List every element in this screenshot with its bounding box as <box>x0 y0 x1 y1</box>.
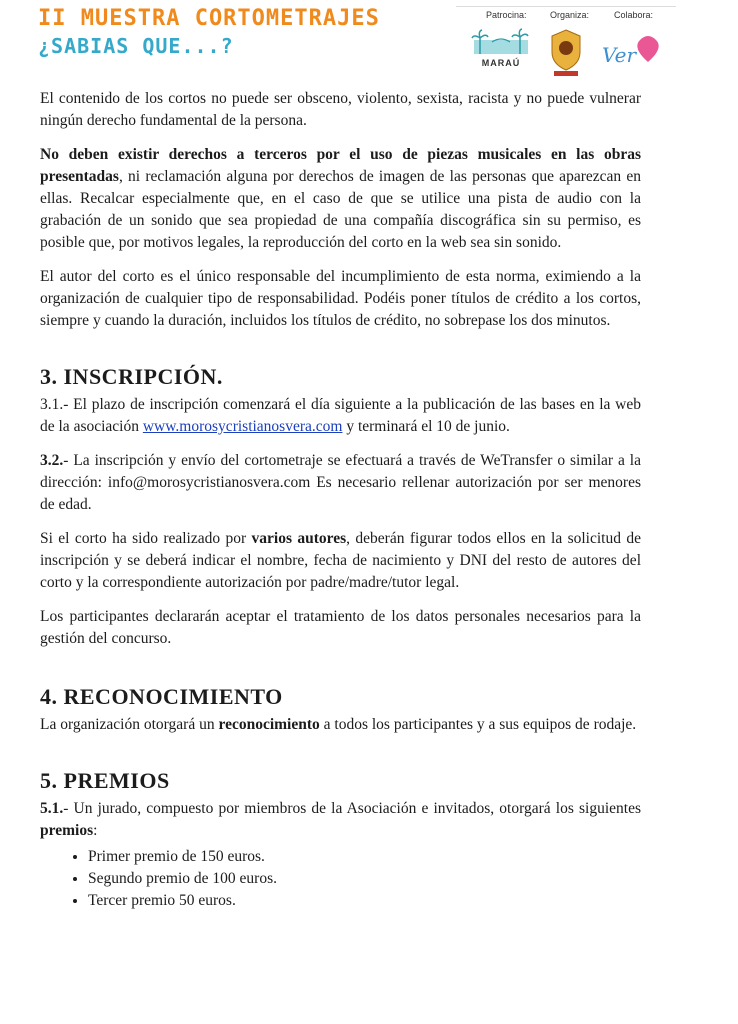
p32-number: 3.2. <box>40 452 64 469</box>
section-heading-reconocimiento: 4. RECONOCIMIENTO <box>40 684 283 709</box>
moros-y-cristianos-logo <box>548 28 584 78</box>
association-website-link[interactable]: www.morosycristianosvera.com <box>142 418 343 435</box>
marau-logo <box>470 28 532 74</box>
header-divider <box>456 6 676 7</box>
paragraph-author-responsibility: El autor del corto es el único responsable del incumplimiento de esta norma, eximiendo a la organización de cualquier tipo de responsabilidad. Podéis poner títulos de crédito a los cortos, siempre y cuando la duración, incluidos los títulos de crédito, no sobrepase los dos minutos. <box>40 268 641 329</box>
p51-text-b: : <box>93 822 98 839</box>
page-header <box>0 0 738 84</box>
paragraph-5-1 <box>40 798 641 842</box>
marau-logo-text: MARAÚ <box>481 58 521 68</box>
paragraph-data-protection: Los participantes declararán aceptar el tratamiento de los datos personales necesarios para la gestión del concurso. <box>40 608 641 647</box>
label-organiza: Organiza: <box>550 10 590 20</box>
p31-text-a: 3.1.- El plazo de inscripción comenzará el día siguiente a la publicación de las bases en la web de la asociación <box>40 396 641 435</box>
p33-text-b: , deberán figurar todos ellos en la solicitud de inscripción y se deberá indicar el nombre, fecha de nacimiento y DNI del resto de autores del corto y la correspondiente autorización por padre/madre/tutor legal. <box>40 530 641 591</box>
section-heading-inscripcion: 3. INSCRIPCIÓN. <box>40 364 223 389</box>
p32-text: - La inscripción y envío del cortometraje se efectuará a través de WeTransfer o similar a la dirección: info@morosycristianosvera.com Es necesario rellenar autorización por ser menores de edad. <box>40 452 641 513</box>
p4-text-a: La organización otorgará un <box>40 716 219 733</box>
paragraph-content-rules: El contenido de los cortos no puede ser obsceno, violento, sexista, racista y no puede vulnerar ningún derecho fundamental de la persona. <box>40 90 641 129</box>
event-title: II MUESTRA CORTOMETRAJES <box>38 6 380 31</box>
label-patrocina: Patrocina: <box>486 10 527 20</box>
vera-logo <box>600 34 666 68</box>
p4-text-b: a todos los participantes y a sus equipos de rodaje. <box>319 716 637 733</box>
paragraph-multiple-authors <box>40 528 641 594</box>
paragraph-3-1 <box>40 394 641 438</box>
svg-text:Ver: Ver <box>602 43 637 67</box>
p33-text-a: Si el corto ha sido realizado por <box>40 530 252 547</box>
section-heading-premios: 5. PREMIOS <box>40 768 170 793</box>
paragraph-3-2 <box>40 450 641 516</box>
list-item: • Tercer premio 50 euros. <box>88 890 641 912</box>
prize-list <box>40 846 641 912</box>
bold-premios: premios <box>40 822 94 839</box>
list-item: • Segundo premio de 100 euros. <box>88 868 641 890</box>
p51-number: 5.1. <box>40 800 64 817</box>
bold-varios-autores: varios autores <box>251 530 347 547</box>
document-body <box>40 88 641 912</box>
music-rights-rest: , ni reclamación alguna por derechos de imagen de las personas que aparezcan en ellas. Recalcar especialmente que, en el caso de que se utilice una pista de audio con la grabación de un sonido que sea propiedad de una compañía discográfica sin su permiso, es posible que, por motivos legales, la reproducción del corto en la web sea sin sonido. <box>40 168 641 251</box>
label-colabora: Colabora: <box>614 10 654 20</box>
p31-text-b: y terminará el 10 de junio. <box>342 418 510 435</box>
list-item: • Primer premio de 150 euros. <box>88 846 641 868</box>
paragraph-recognition <box>40 714 641 736</box>
bold-music-rights: No deben existir derechos a terceros por el uso de piezas musicales en las obras presentadas <box>40 146 641 185</box>
paragraph-music-rights <box>40 144 641 254</box>
bold-reconocimiento: reconocimiento <box>218 716 320 733</box>
event-subtitle: ¿SABIAS QUE...? <box>38 34 234 58</box>
p51-text-a: - Un jurado, compuesto por miembros de la Asociación e invitados, otorgará los siguientes <box>63 800 641 817</box>
